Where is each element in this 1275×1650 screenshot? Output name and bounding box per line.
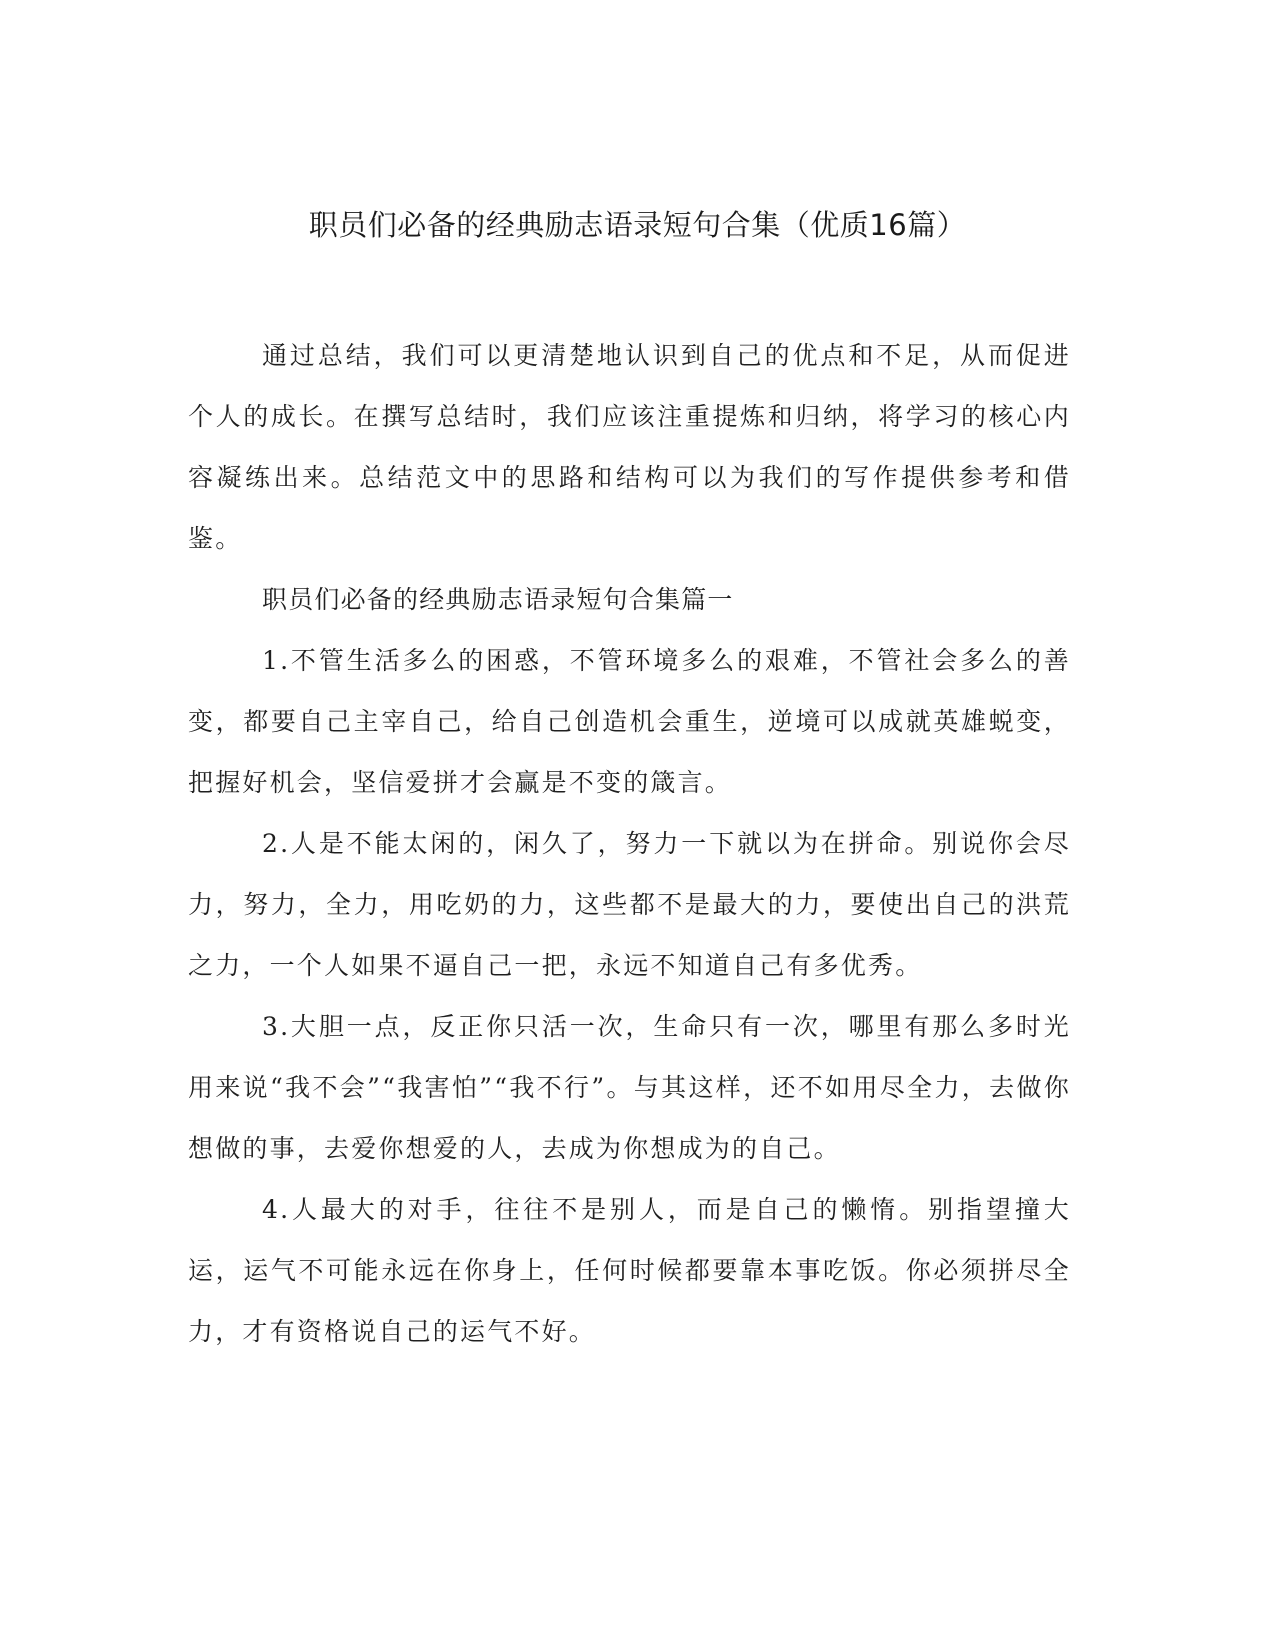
quote-paragraph-3: 3.大胆一点，反正你只活一次，生命只有一次，哪里有那么多时光用来说“我不会”“我害怕”“我不行”。与其这样，还不如用尽全力，去做你想做的事，去爱你想爱的人，去成为你想成为的自己。 [188,1012,1071,1163]
quote-paragraph-2: 2.人是不能太闲的，闲久了，努力一下就以为在拼命。别说你会尽力，努力，全力，用吃奶的力，这些都不是最大的力，要使出自己的洪荒之力，一个人如果不逼自己一把，永远不知道自己有多优秀。 [188,829,1071,980]
section-heading: 职员们必备的经典励志语录短句合集篇一 [262,585,734,614]
quote-paragraph-1: 1.不管生活多么的困惑，不管环境多么的艰难，不管社会多么的善变，都要自己主宰自己，给自己创造机会重生，逆境可以成就英雄蜕变，把握好机会，坚信爱拼才会赢是不变的箴言。 [188,646,1071,797]
quote-paragraph-4: 4.人最大的对手，往往不是别人，而是自己的懒惰。别指望撞大运，运气不可能永远在你身上，任何时候都要靠本事吃饭。你必须拼尽全力，才有资格说自己的运气不好。 [188,1195,1071,1346]
intro-paragraph: 通过总结，我们可以更清楚地认识到自己的优点和不足，从而促进个人的成长。在撰写总结时，我们应该注重提炼和归纳，将学习的核心内容凝练出来。总结范文中的思路和结构可以为我们的写作提供参考和借鉴。 [188,341,1071,553]
document-body [188,325,1071,1362]
document-title: 职员们必备的经典励志语录短句合集（优质16篇） [308,208,967,242]
